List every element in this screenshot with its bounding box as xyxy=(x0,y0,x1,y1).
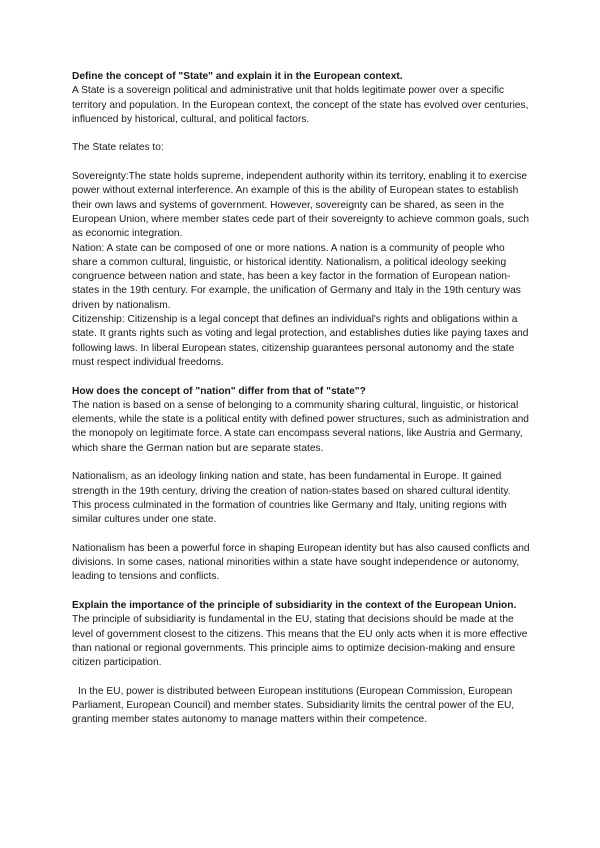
nationalism-paragraph: Nationalism, as an ideology linking nation and state, has been fundamental in Europe. It gained strength in the 19th century, driving the creation of nation-states based on shared cultural identity. This process culminated in the formation of countries like Germany and Italy, uniting regions with similar cultures under one state. xyxy=(72,471,511,526)
citizenship-paragraph: Citizenship: Citizenship is a legal concept that defines an individual's rights and obligations within a state. It grants rights such as voting and legal protection, and establishes duties like paying taxes and following laws. In liberal European states, citizenship guarantees personal autonomy and the state must respect individual freedoms. xyxy=(72,314,529,368)
state-definition-paragraph: A State is a sovereign political and administrative unit that holds legitimate power over a specific territory and population. In the European context, the concept of the state has evolved over centuries, influenced by historical, cultural, and political factors. xyxy=(72,85,529,125)
subsidiarity-paragraph: The principle of subsidiarity is fundamental in the EU, stating that decisions should be made at the level of government closest to the citizens. This means that the EU only acts when it is more effective than national or regional governments. This principle aims to optimize decision-making and ensure citizen participation. xyxy=(72,614,528,669)
document-body xyxy=(72,70,532,728)
sovereignty-paragraph: Sovereignty:The state holds supreme, independent authority within its territory, enabling it to exercise power without external interference. An example of this is the ability of European states to establish their own laws and systems of government. However, sovereignty can be shared, as seen in the European Union, where member states cede part of their sovereignty to achieve common goals, such as economic integration. xyxy=(72,171,529,240)
question-subsidiarity-heading: Explain the importance of the principle of subsidiarity in the context of the European Union. xyxy=(72,599,517,611)
eu-power-paragraph: In the EU, power is distributed between European institutions (European Commission, European Parliament, European Council) and member states. Subsidiarity limits the central power of the EU, granting member states autonomy to manage matters within their competence. xyxy=(72,685,515,726)
state-relates-label: The State relates to: xyxy=(72,142,164,154)
nation-paragraph: Nation: A state can be composed of one or more nations. A nation is a community of people who share a common cultural, linguistic, or historical identity. Nationalism, a political ideology seeking congruence between nation and state, has been a key factor in the formation of European nation-states in the 19th century. For example, the unification of Germany and Italy in the 19th century was driven by nationalism. xyxy=(72,242,521,311)
nationalism-conflict-paragraph: Nationalism has been a powerful force in shaping European identity but has also caused conflicts and divisions. In some cases, national minorities within a state have sought independence or autonomy, leading to tensions and conflicts. xyxy=(72,542,530,583)
question-state-heading: Define the concept of "State" and explain it in the European context. xyxy=(72,71,403,82)
question-nation-heading: How does the concept of "nation" differ from that of "state"? xyxy=(72,385,366,397)
nation-vs-state-paragraph: The nation is based on a sense of belonging to a community sharing cultural, linguistic, or historical elements, while the state is a political entity with defined power structures, such as administration and the monopoly on legitimate force. A state can encompass several nations, like Austria and Germany, which share the German nation but are separate states. xyxy=(72,399,529,454)
